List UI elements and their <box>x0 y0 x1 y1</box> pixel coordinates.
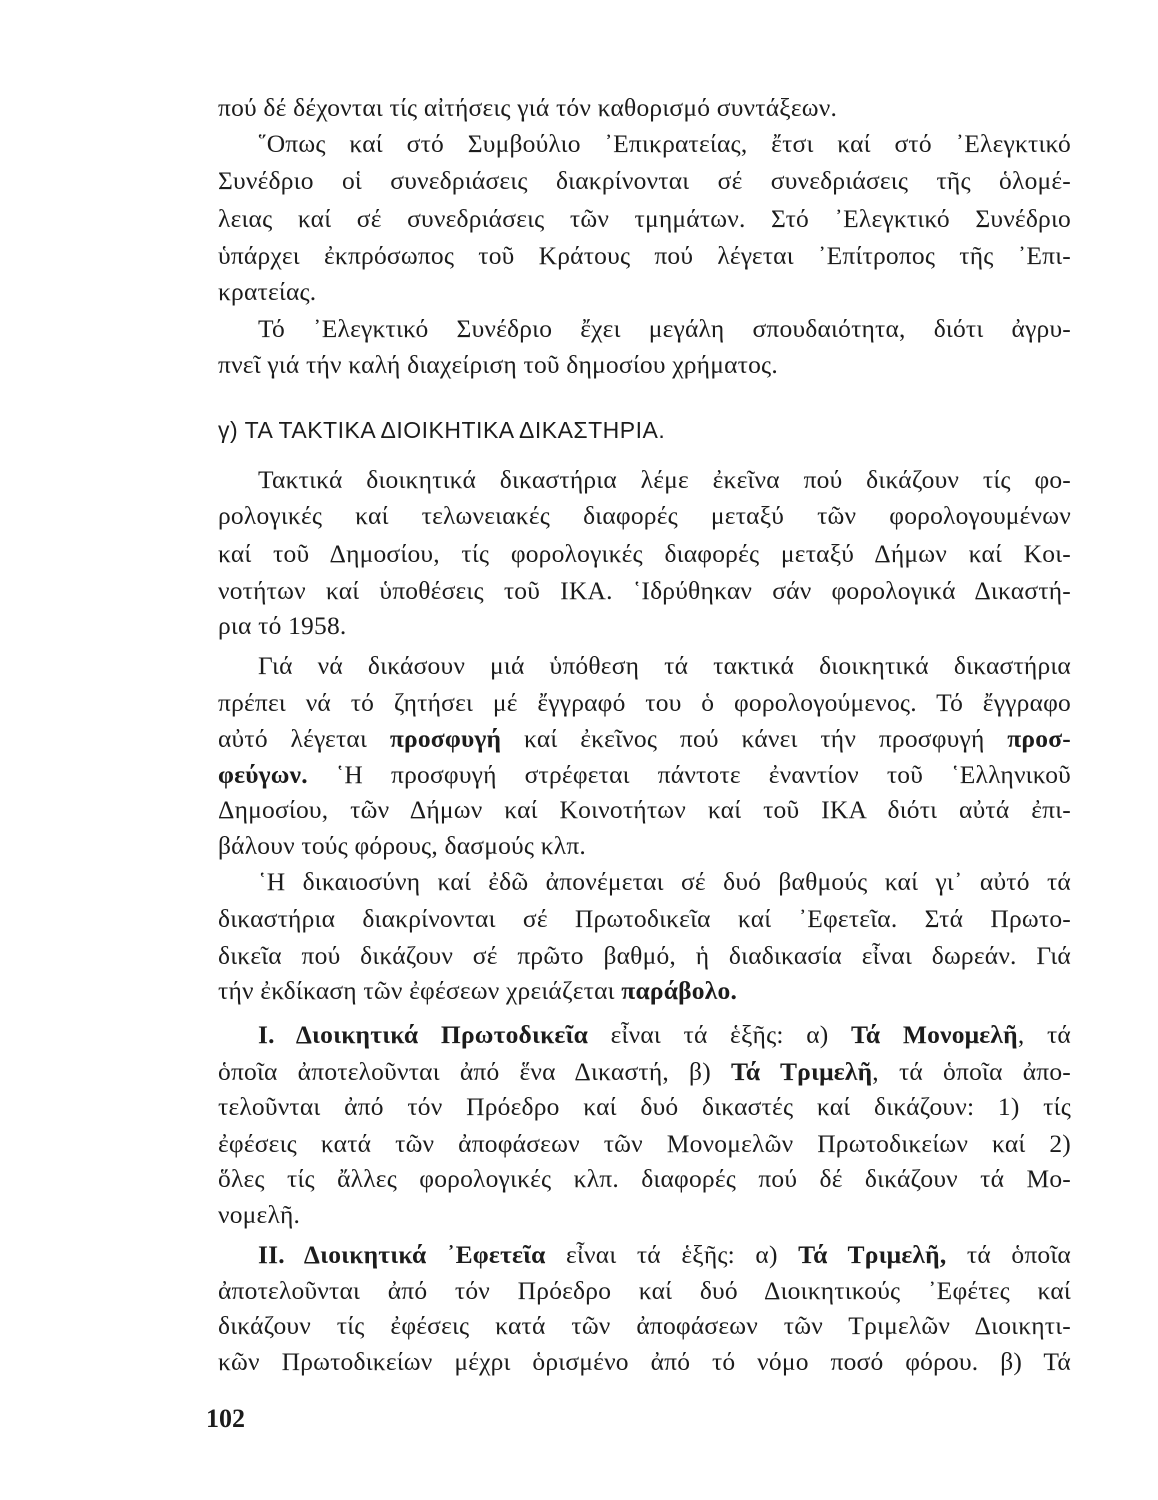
text-line: κῶν Πρωτοδικείων μέχρι ὁρισμένο ἀπό τό νόμο ποσό φόρου. β) Τά <box>218 1347 1071 1376</box>
text-line: ῾Η δικαιοσύνη καί ἐδῶ ἀπονέμεται σέ δυό βαθμούς καί γι᾿ αὐτό τά <box>258 867 1071 896</box>
text-run: , τά <box>1017 1020 1071 1049</box>
text-line: ἐφέσεις κατά τῶν ἀποφάσεων τῶν Μονομελῶν Πρωτοδικείων καί 2) <box>218 1129 1071 1158</box>
text-line: βάλουν τούς φόρους, δασμούς κλπ. <box>218 831 586 860</box>
text-line: δικεῖα πού δικάζουν σέ πρῶτο βαθμό, ἡ διαδικασία εἶναι δωρεάν. Γιά <box>218 941 1071 970</box>
text-line: νομελῆ. <box>218 1200 301 1229</box>
text-line: κρατείας. <box>218 277 317 306</box>
bold-term: Τά Μονομελῆ <box>851 1020 1018 1049</box>
text-line: λειας καί σέ συνεδριάσεις τῶν τμημάτων. Στό ᾿Ελεγκτικό Συνέδριο <box>218 204 1071 233</box>
text-line: ἀποτελοῦνται ἀπό τόν Πρόεδρο καί δυό Διοικητικούς ᾿Εφέτες καί <box>218 1276 1071 1305</box>
bold-term: Τά Τριμελῆ <box>731 1057 873 1086</box>
text-line: καί τοῦ Δημοσίου, τίς φορολογικές διαφορές μεταξύ Δήμων καί Κοι- <box>218 539 1071 568</box>
text-line: ὅλες τίς ἄλλες φορολογικές κλπ. διαφορές πού δέ δικάζουν τά Μο- <box>218 1164 1071 1193</box>
text-run: εἶναι τά ἑξῆς: α) <box>588 1020 852 1049</box>
text-line: Τακτικά διοικητικά δικαστήρια λέμε ἐκεῖνα πού δικάζουν τίς φο- <box>258 465 1071 494</box>
text-line <box>218 759 1071 791</box>
text-run: ῾Η προσφυγή στρέφεται πάντοτε ἐναντίον τοῦ ῾Ελληνικοῦ <box>307 760 1071 789</box>
bold-term: ΙΙ. Διοικητικά ᾿Εφετεῖα <box>258 1240 546 1269</box>
bold-term: Ι. Διοικητικά Πρωτοδικεῖα <box>258 1020 589 1049</box>
text-line: πνεῖ γιά τήν καλή διαχείριση τοῦ δημοσίου χρήματος. <box>218 350 778 379</box>
text-line: πρέπει νά τό ζητήσει μέ ἔγγραφό του ὁ φορολογούμενος. Τό ἔγγραφο <box>218 688 1071 717</box>
text-line <box>258 1019 1071 1051</box>
text-run: εἶναι τά ἑξῆς: α) <box>545 1240 799 1269</box>
text-line: δικαστήρια διακρίνονται σέ Πρωτοδικεῖα καί ᾿Εφετεῖα. Στά Πρωτο- <box>218 904 1071 933</box>
bold-term: προσφυγή <box>389 724 502 753</box>
text-run: , τά ὁποῖα ἀπο- <box>872 1057 1071 1086</box>
text-run: αὐτό λέγεται <box>218 724 390 753</box>
text-run: τά ὁποῖα <box>946 1240 1071 1269</box>
text-line <box>218 1056 1071 1088</box>
text-line: Δημοσίου, τῶν Δήμων καί Κοινοτήτων καί τοῦ ΙΚΑ διότι αὐτά ἐπι- <box>218 795 1071 824</box>
text-run: τήν ἐκδίκαση τῶν ἐφέσεων χρειάζεται <box>218 976 622 1005</box>
text-line: Συνέδριο οἱ συνεδριάσεις διακρίνονται σέ συνεδριάσεις τῆς ὁλομέ- <box>218 166 1071 195</box>
text-line: Γιά νά δικάσουν μιά ὑπόθεση τά τακτικά διοικητικά δικαστήρια <box>258 651 1071 680</box>
bold-term: Τά Τριμελῆ, <box>798 1240 947 1269</box>
text-line: ὑπάρχει ἐκπρόσωπος τοῦ Κράτους πού λέγεται ᾿Επίτροπος τῆς ᾿Επι- <box>218 241 1071 270</box>
page-number: 102 <box>206 1404 245 1433</box>
text-line: πού δέ δέχονται τίς αἰτήσεις γιά τόν καθορισμό συντάξεων. <box>218 93 838 122</box>
text-run: καί ἐκεῖνος πού κάνει τήν προσφυγή <box>501 724 1008 753</box>
text-line: ρια τό 1958. <box>218 611 347 640</box>
text-run: ὁποῖα ἀποτελοῦνται ἀπό ἕνα Δικαστή, β) <box>218 1057 731 1086</box>
text-line: ρολογικές καί τελωνειακές διαφορές μεταξύ τῶν φορολογουμένων <box>218 501 1071 530</box>
text-line <box>218 723 1071 755</box>
text-line <box>218 975 737 1007</box>
bold-term: προσ- <box>1007 724 1071 753</box>
bold-term: παράβολο. <box>621 976 738 1005</box>
text-line: τελοῦνται ἀπό τόν Πρόεδρο καί δυό δικαστές καί δικάζουν: 1) τίς <box>218 1092 1071 1121</box>
text-line: Τό ᾿Ελεγκτικό Συνέδριο ἔχει μεγάλη σπουδαιότητα, διότι ἀγρυ- <box>258 314 1071 343</box>
bold-term: φεύγων. <box>218 760 308 789</box>
section-heading: γ) ΤΑ ΤΑΚΤΙΚΑ ΔΙΟΙΚΗΤΙΚΑ ΔΙΚΑΣΤΗΡΙΑ. <box>218 417 666 443</box>
text-line: ῞Οπως καί στό Συμβούλιο ᾿Επικρατείας, ἔτσι καί στό ᾿Ελεγκτικό <box>258 129 1071 158</box>
text-line <box>258 1239 1071 1271</box>
text-line: δικάζουν τίς ἐφέσεις κατά τῶν ἀποφάσεων τῶν Τριμελῶν Διοικητι- <box>218 1311 1071 1340</box>
text-line: νοτήτων καί ὑποθέσεις τοῦ ΙΚΑ. ῾Ιδρύθηκαν σάν φορολογικά Δικαστή- <box>218 576 1071 605</box>
